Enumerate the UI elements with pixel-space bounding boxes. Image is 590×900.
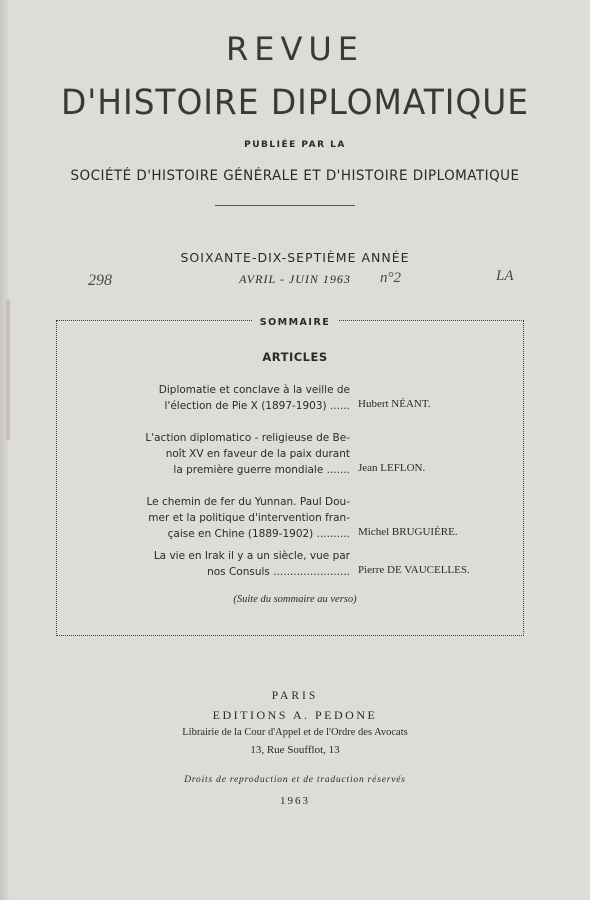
handwritten-note-initials: LA <box>496 268 514 284</box>
article-author: Michel BRUGUIÈRE. <box>358 526 458 538</box>
publisher-description: Librairie de la Cour d'Appel et de l'Ordre des Avocats <box>182 727 408 738</box>
publisher-city: PARIS <box>271 690 319 702</box>
article-author: Hubert NÉANT. <box>358 398 431 410</box>
article-title-line: La vie en Irak il y a un siècle, vue par <box>153 550 350 562</box>
contents-heading <box>0 312 590 330</box>
article-title-line: l'élection de Pie X (1897-1903) ...... <box>164 400 350 412</box>
publisher-name: EDITIONS A. PEDONE <box>212 708 378 722</box>
published-by-label: PUBLIÉE PAR LA <box>244 140 346 150</box>
journal-title: D'HISTOIRE DIPLOMATIQUE <box>61 83 529 123</box>
article-author: Pierre DE VAUCELLES. <box>358 564 470 576</box>
article-entry <box>78 548 350 580</box>
article-entry <box>78 494 350 542</box>
volume-year: SOIXANTE-DIX-SEPTIÈME ANNÉE <box>180 250 410 265</box>
article-title-line: mer et la politique d'intervention fran- <box>148 512 350 524</box>
publication-year: 1963 <box>280 795 310 807</box>
contents-continued-note: (Suite du sommaire au verso) <box>233 594 357 605</box>
journal-name-line1: REVUE <box>226 30 364 68</box>
handwritten-note-number: 298 <box>88 272 112 289</box>
society-name: SOCIÉTÉ D'HISTOIRE GÉNÉRALE ET D'HISTOIRE DIPLOMATIQUE <box>70 168 520 184</box>
article-title-line: la première guerre mondiale ....... <box>173 464 350 476</box>
contents-box <box>56 320 524 636</box>
article-title-line: L'action diplomatico - religieuse de Be- <box>145 432 350 444</box>
article-title-line: çaise en Chine (1889-1902) .......... <box>167 528 350 540</box>
article-title-line: Le chemin de fer du Yunnan. Paul Dou- <box>146 496 350 508</box>
publisher-address: 13, Rue Soufflot, 13 <box>250 744 340 756</box>
handwritten-note-issue: n°2 <box>380 270 401 286</box>
contents-heading-label: SOMMAIRE <box>252 317 339 328</box>
article-title-line: Diplomatie et conclave à la veille de <box>158 384 350 396</box>
article-author: Jean LEFLON. <box>358 462 426 474</box>
issue-date: AVRIL - JUIN 1963 <box>239 272 351 286</box>
page-spine <box>0 0 10 900</box>
article-entry <box>78 430 350 478</box>
article-title-line: noît XV en faveur de la paix durant <box>165 448 350 460</box>
divider-rule <box>215 205 355 206</box>
rights-notice: Droits de reproduction et de traduction réservés <box>184 775 406 785</box>
article-title-line: nos Consuls ....................... <box>207 566 350 578</box>
articles-section-heading: ARTICLES <box>262 350 328 364</box>
article-entry <box>78 382 350 414</box>
